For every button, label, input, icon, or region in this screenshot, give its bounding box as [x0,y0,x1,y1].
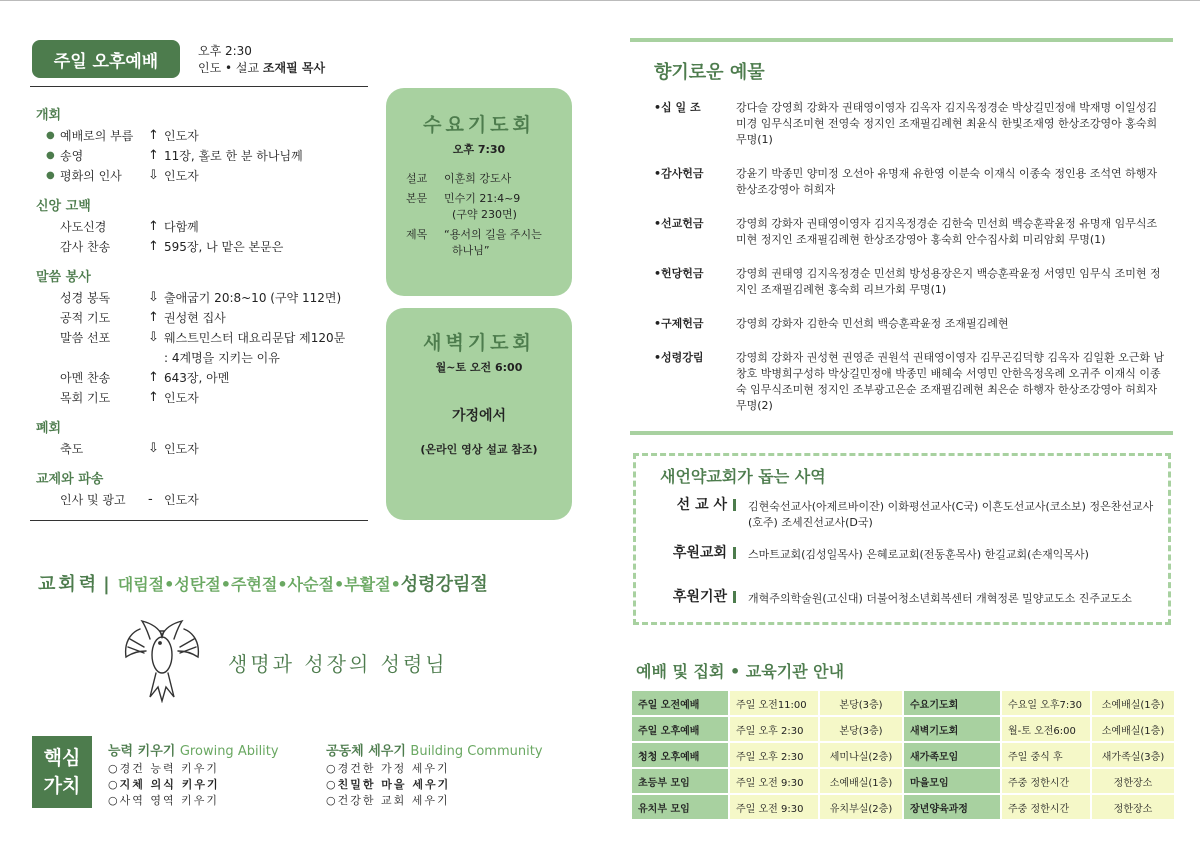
wednesday-row [406,243,572,259]
schedule-title: 예배 및 집회 • 교육기관 안내 [636,662,845,681]
liturgy-row [36,165,366,185]
liturgy-section-title: 폐회 [36,421,62,436]
core-group [326,740,576,809]
core-item: ○경건한 가정 세우기 [326,762,450,775]
offering-names: 강윤기 박종민 양미정 오선아 유명재 유한영 이분숙 이재식 이종숙 정인용 조석연 하행자 한상조강영아 허희자 [736,167,1157,196]
schedule-row [632,717,1174,741]
calendar-separator: | [103,574,110,595]
dove-icon [120,617,204,703]
liturgy-label: 목회 기도 [60,390,111,405]
divider [630,38,1173,42]
wednesday-row [406,171,572,187]
core-item: ○지체 의식 키우기 [108,778,220,791]
schedule-cell: 주일 오전 9:30 [730,769,818,793]
mission-row [654,545,1164,563]
service-time: 오후 2:30 [198,44,252,58]
schedule-cell: 초등부 모임 [632,769,728,793]
liturgy-label: 평화의 인사 [60,168,122,183]
schedule-cell: 주일 오전 9:30 [730,795,818,819]
mission-names: 스마트교회(김성일목사) 은혜로교회(전동훈목사) 한길교회(손재익목사) [748,548,1089,561]
liturgy-section-title: 말씀 봉사 [36,270,91,285]
liturgy-row [36,347,366,367]
wednesday-key: 제목 [406,228,428,241]
wednesday-key: 본문 [406,192,428,205]
mission-bar-icon [733,547,736,559]
wednesday-prayer-box [386,88,572,296]
dawn-note: (온라인 영상 설교 참조) [420,443,538,456]
calendar-season: 대림절 [117,575,165,594]
service-info [198,43,325,77]
liturgy-label: 말씀 선포 [60,330,111,345]
wednesday-details [406,171,572,259]
liturgy-section-title: 신앙 고백 [36,199,91,214]
bullet-icon: ● [46,129,55,141]
liturgy-row [36,489,366,509]
dawn-place: 가정에서 [451,408,507,424]
mission-kind-label: 선 교 사 [676,497,727,513]
direction-icon: ↑ [148,147,159,163]
liturgy-label: 아멘 찬송 [60,370,111,385]
wednesday-key: 설교 [406,172,428,185]
wednesday-value: “용서의 길을 주시는 [444,228,542,241]
schedule-cell: 수요일 오후7:30 [1002,691,1090,715]
schedule-cell: 새가족실(3층) [1092,743,1174,767]
schedule-cell: 주중 정한시간 [1002,769,1090,793]
offering-row [654,350,1174,414]
mission-bar-icon [733,499,736,511]
schedule-cell: 주일 오후 2:30 [730,717,818,741]
direction-icon: - [148,491,153,507]
calendar-dot-icon: • [164,575,175,594]
offering-names: 강영희 강화자 김한숙 민선희 백승훈곽윤정 조재필김례현 [736,317,1009,330]
core-group-en: Growing Ability [179,744,279,759]
liturgy-label: 감사 찬송 [60,239,111,254]
liturgy-label: 사도신경 [60,219,107,234]
schedule-cell: 소예배실(1층) [820,769,902,793]
core-values-label [32,736,92,808]
mission-kind [654,545,748,563]
offerings-list [654,100,1174,414]
calendar-label: 교회력 [38,574,100,595]
wednesday-key [406,243,444,259]
wednesday-title: 수요기도회 [423,114,535,136]
offering-kind: •십 일 조 [654,101,701,114]
schedule-row [632,691,1174,715]
divider [30,86,368,87]
core-group-heading [326,740,576,759]
liturgy-row [36,387,366,407]
liturgy-row [36,367,366,387]
liturgy-value: : 4계명을 지키는 이유 [164,350,280,365]
mission-names: 김현숙선교사(아제르바이잔) 이화평선교사(C국) 이흔도선교사(코소보) 정은찬선교사(호주) 조세진선교사(D국) [748,500,1154,529]
church-calendar [38,570,488,596]
divider [30,520,368,521]
liturgy-row [36,145,366,165]
liturgy-value: 웨스트민스터 대요리문답 제120문 [164,330,346,345]
calendar-dot-icon: • [277,575,288,594]
direction-icon: ↑ [148,369,159,385]
direction-icon: ↑ [148,238,159,254]
schedule-cell: 주일 오전예배 [632,691,728,715]
offering-kind: •감사헌금 [654,167,704,180]
schedule-cell: 주일 오후 2:30 [730,743,818,767]
offering-kind: •성령강림 [654,351,704,364]
service-leader-prefix: 인도 • 설교 [198,61,260,75]
top-border [0,0,1200,1]
liturgy-value: 11장, 홀로 한 분 하나님께 [164,148,303,163]
mission-kind-label: 후원기관 [672,589,727,605]
calendar-dot-icon: • [333,575,345,594]
liturgy-label: 송영 [60,148,84,163]
liturgy-value: 인도자 [164,441,199,456]
calendar-season: 사순절 [287,575,334,594]
liturgy-label: 공적 기도 [60,310,111,325]
schedule-cell: 주일 오전11:00 [730,691,818,715]
core-item: ○사역 영역 키우기 [108,794,219,807]
mission-kind [654,497,748,531]
wednesday-value: 하나님” [452,244,490,257]
service-leader: 조재필 목사 [262,61,326,75]
liturgy-value: 권성현 집사 [164,310,226,325]
liturgy-value: 출애굽기 20:8~10 (구약 112면) [164,290,342,305]
direction-icon: ⇩ [148,167,159,183]
schedule-cell: 마을모임 [904,769,1000,793]
direction-icon: ⇩ [148,329,159,345]
core-values [108,740,588,809]
schedule-cell: 세미나실(2층) [820,743,902,767]
schedule-row [632,795,1174,819]
schedule-cell: 주일 중식 후 [1002,743,1090,767]
liturgy-label: 성경 봉독 [60,290,111,305]
calendar-season: 성탄절 [174,575,221,594]
liturgy-section-title: 교제와 파송 [36,472,104,487]
direction-icon: ⇩ [148,440,159,456]
schedule-row [632,743,1174,767]
schedule-cell: 청청 오후예배 [632,743,728,767]
schedule-cell: 새가족모임 [904,743,1000,767]
liturgy-row [36,125,366,145]
liturgy-row [36,307,366,327]
schedule-row [632,769,1174,793]
mission-names: 개혁주의학술원(고신대) 더불어청소년회복센터 개혁정론 밀양교도소 진주교도소 [748,592,1132,605]
schedule-cell: 유치부실(2층) [820,795,902,819]
wednesday-time: 오후 7:30 [452,143,506,156]
liturgy-value: 인도자 [164,128,199,143]
core-item: ○친밀한 마을 세우기 [326,778,451,791]
liturgy-row [36,438,366,458]
wednesday-row [406,227,572,243]
direction-icon: ↑ [148,218,159,234]
direction-icon: ↑ [148,389,159,405]
wednesday-row [406,191,572,207]
core-group-title: 공동체 세우기 [326,744,406,759]
schedule-cell: 유치부 모임 [632,795,728,819]
offering-names: 강영희 강화자 권성현 권영준 권원석 권태영이영자 김무곤김덕향 김옥자 김일환 오근화 남창호 박병희구성하 박상길민정애 박종민 배혜숙 서영민 안한옥정옥례 오귀주 이재식 이종숙 임무식조미현 정지인 조부광고은순 조재필김례현 최은순 하행자 한상조강영아 허희자 무명(2) [736,351,1165,412]
core-group-en: Building Community [410,744,543,759]
liturgy-row [36,216,366,236]
schedule-cell: 주중 정한시간 [1002,795,1090,819]
calendar-season: 부활절 [344,575,391,594]
direction-icon: ↑ [148,309,159,325]
dawn-time: 월~토 오전 6:00 [435,361,523,374]
dawn-prayer-box [386,308,572,520]
schedule-cell: 정한장소 [1092,795,1174,819]
wednesday-row [406,207,572,223]
schedule-cell: 소예배실(1층) [1092,717,1174,741]
calendar-current-season: 성령강림절 [400,574,488,595]
liturgy-value: 595장, 나 맡은 본문은 [164,239,284,254]
motto: 생명과 성장의 성령님 [228,652,448,676]
liturgy-value: 인도자 [164,492,199,507]
liturgy-label: 축도 [60,441,84,456]
liturgy-value: 다함께 [164,219,199,234]
offering-row [654,166,1174,198]
service-title: 주일 오후예배 [32,40,180,78]
liturgy-row [36,287,366,307]
liturgy-value: 643장, 아멘 [164,370,230,385]
bullet-icon: ● [46,149,55,161]
calendar-season: 주현절 [230,575,278,594]
schedule-cell: 본당(3층) [820,691,902,715]
direction-icon: ↑ [148,127,159,143]
offering-kind: •선교헌금 [654,217,704,230]
mission-kind-label: 후원교회 [672,545,727,561]
dawn-title: 새벽기도회 [423,332,535,354]
offering-row [654,316,1174,332]
divider [630,431,1173,435]
schedule-cell: 장년양육과정 [904,795,1000,819]
mission-row [654,589,1164,607]
schedule-cell: 주일 오후예배 [632,717,728,741]
core-group-heading [108,740,302,759]
schedule-cell: 새벽기도회 [904,717,1000,741]
core-item: ○건강한 교회 세우기 [326,794,450,807]
liturgy-label: 인사 및 광고 [60,492,126,507]
mission-bar-icon [733,591,736,603]
liturgy-value: 인도자 [164,390,199,405]
calendar-dot-icon: • [390,575,401,594]
schedule-cell: 본당(3층) [820,717,902,741]
schedule-cell: 소예배실(1층) [1092,691,1174,715]
offering-row [654,266,1174,298]
mission-row [654,497,1164,531]
schedule-cell: 월-토 오전6:00 [1002,717,1090,741]
offering-names: 강다슬 강영희 강화자 권태영이영자 김옥자 김지옥정경순 박상길민정애 박재명 이일성김미경 임무식조미현 전영숙 정지인 조재필김례현 최윤식 한빛조재영 한상조강영아 홍숙희 무명(1) [736,101,1158,146]
schedule-cell: 수요기도회 [904,691,1000,715]
liturgy-row [36,236,366,256]
liturgy-row [36,327,366,347]
core-label-1: 핵심 [43,747,81,769]
liturgy-value: 인도자 [164,168,199,183]
schedule-table [630,689,1176,821]
wednesday-key [406,207,444,223]
offerings-title: 향기로운 예물 [654,62,765,83]
missions-list [654,497,1164,607]
wednesday-value: 민수기 21:4~9 [444,192,521,205]
liturgy-order [36,104,366,509]
direction-icon: ⇩ [148,289,159,305]
offering-row [654,216,1174,248]
core-group [108,740,302,809]
schedule-cell: 정한장소 [1092,769,1174,793]
offering-row [654,100,1174,148]
offering-names: 강영희 권태영 김지옥정경순 민선희 방성용장은지 백승훈곽윤정 서영민 임무식 조미현 정지인 조재필김례현 홍숙희 리브가회 무명(1) [736,267,1161,296]
wednesday-value: 이훈희 강도사 [444,172,512,185]
mission-kind [654,589,748,607]
core-item: ○경건 능력 키우기 [108,762,219,775]
core-group-title: 능력 키우기 [108,744,176,759]
offering-kind: •헌당헌금 [654,267,704,280]
offering-kind: •구제헌금 [654,317,704,330]
liturgy-label: 예배로의 부름 [60,128,134,143]
bullet-icon: ● [46,169,55,181]
missions-title: 새언약교회가 돕는 사역 [660,467,826,486]
offering-names: 강영희 강화자 권태영이영자 김지옥정경순 김한숙 민선희 백승훈곽윤정 유명재 임무식조미현 정지인 조재필김례현 한상조강영아 홍숙희 안수집사회 미리암회 무명(1) [736,217,1158,246]
wednesday-value: (구약 230면) [452,208,517,221]
liturgy-section-title: 개회 [36,108,62,123]
calendar-dot-icon: • [220,575,231,594]
core-label-2: 가치 [43,775,81,797]
